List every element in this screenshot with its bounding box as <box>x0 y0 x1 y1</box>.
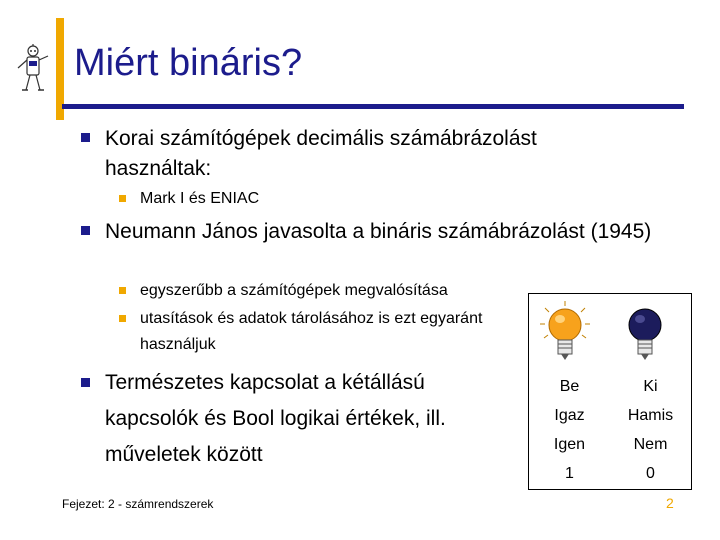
bullet-neumann <box>105 217 685 247</box>
table-cell: Be <box>559 377 580 395</box>
footer-chapter: Fejezet: 2 - számrendszerek <box>62 497 214 511</box>
table-cell: 0 <box>646 464 655 482</box>
subbullet-marker <box>119 287 126 294</box>
table-cell: 1 <box>565 464 574 482</box>
table-row <box>529 459 691 488</box>
table-row <box>529 372 691 401</box>
bullet-marker <box>81 226 90 235</box>
page-number: 2 <box>666 495 674 511</box>
subbullet-simpler <box>140 278 448 304</box>
bullet-text: Korai számítógépek decimális számábrázolást használtak: <box>105 127 537 180</box>
table-row <box>529 430 691 459</box>
subbullet-marker <box>119 195 126 202</box>
lightbulb-off-icon <box>620 300 670 366</box>
table-row <box>529 401 691 430</box>
robot-mascot-icon <box>14 42 52 96</box>
bullet-natural-link <box>105 365 505 473</box>
table-cell: Ki <box>643 377 658 395</box>
subbullet-text: utasítások és adatok tárolásához is ezt egyaránt használjuk <box>140 310 483 353</box>
subbullet-marker <box>119 315 126 322</box>
table-cell: Hamis <box>627 406 674 424</box>
bullet-text: Természetes kapcsolat a kétállású kapcsolók és Bool logikai értékek, ill. műveletek között <box>105 371 446 466</box>
bullet-marker <box>81 378 90 387</box>
truth-table <box>529 372 691 488</box>
subbullet-mark-eniac <box>140 186 259 212</box>
lightbulb-on-icon <box>540 300 590 366</box>
title-underline <box>62 104 684 109</box>
subbullet-text: Mark I és ENIAC <box>140 190 260 207</box>
slide-title: Miért bináris? <box>74 42 303 84</box>
table-cell: Igaz <box>554 406 585 424</box>
subbullet-text: egyszerűbb a számítógépek megvalósítása <box>140 282 448 299</box>
table-cell: Igen <box>553 435 586 453</box>
table-cell: Nem <box>633 435 668 453</box>
bullet-text: Neumann János javasolta a bináris számábrázolást (1945) <box>105 220 652 243</box>
bullet-early-computers <box>105 124 625 184</box>
bullet-marker <box>81 133 90 142</box>
subbullet-storage <box>140 306 500 358</box>
